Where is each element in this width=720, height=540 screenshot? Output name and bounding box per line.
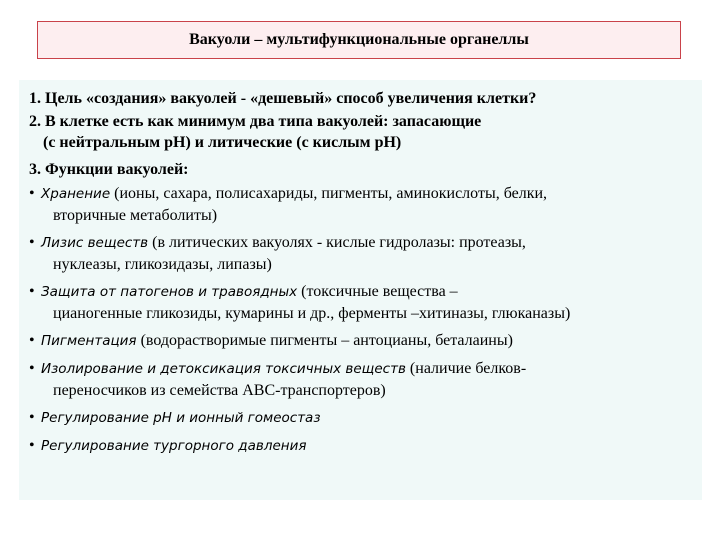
function-term: Пигментация bbox=[41, 333, 137, 349]
point-2-line-1: 2. В клетке есть как минимум два типа вакуолей: запасающие bbox=[29, 113, 482, 130]
function-term: Регулирование тургорного давления bbox=[41, 438, 307, 454]
point-2 bbox=[29, 111, 696, 153]
point-2-line-2: (с нейтральным рН) и литические (с кислым рН) bbox=[43, 134, 402, 151]
function-term: Регулирование рН и ионный гомеостаз bbox=[41, 410, 321, 426]
point-3: 3. Функции вакуолей: bbox=[29, 161, 189, 178]
function-term: Хранение bbox=[41, 186, 111, 202]
function-item-lysis bbox=[29, 232, 696, 275]
function-desc-cont: переносчиков из семейства АВС-транспортеров) bbox=[53, 382, 386, 399]
function-desc: (наличие белков- bbox=[405, 360, 527, 377]
function-item-pigmentation bbox=[29, 330, 696, 352]
point-1: 1. Цель «создания» вакуолей - «дешевый» способ увеличения клетки? bbox=[29, 90, 537, 107]
function-item-turgor bbox=[29, 435, 696, 457]
function-term: Защита от патогенов и травоядных bbox=[41, 284, 298, 300]
function-desc: (в литических вакуолях - кислые гидролазы: протеазы, bbox=[148, 234, 526, 251]
function-desc: (ионы, сахара, полисахариды, пигменты, аминокислоты, белки, bbox=[110, 185, 548, 202]
function-desc-cont: вторичные метаболиты) bbox=[53, 207, 218, 224]
function-item-storage bbox=[29, 183, 696, 226]
function-term: Лизис веществ bbox=[41, 235, 149, 251]
function-item-ph bbox=[29, 407, 696, 429]
function-term: Изолирование и детоксикация токсичных веществ bbox=[41, 361, 406, 377]
slide-title bbox=[37, 21, 681, 59]
function-item-defense bbox=[29, 281, 696, 324]
content-panel bbox=[19, 80, 702, 500]
slide-title-text: Вакуоли – мультифункциональные органеллы bbox=[189, 31, 529, 48]
function-desc-cont: нуклеазы, гликозидазы, липазы) bbox=[53, 256, 272, 273]
function-desc: (токсичные вещества – bbox=[297, 283, 458, 300]
functions-list bbox=[29, 183, 696, 457]
function-desc-cont: цианогенные гликозиды, кумарины и др., ферменты –хитиназы, глюканазы) bbox=[53, 305, 571, 322]
function-item-detox bbox=[29, 358, 696, 401]
function-desc: (водорастворимые пигменты – антоцианы, беталаины) bbox=[136, 332, 513, 349]
